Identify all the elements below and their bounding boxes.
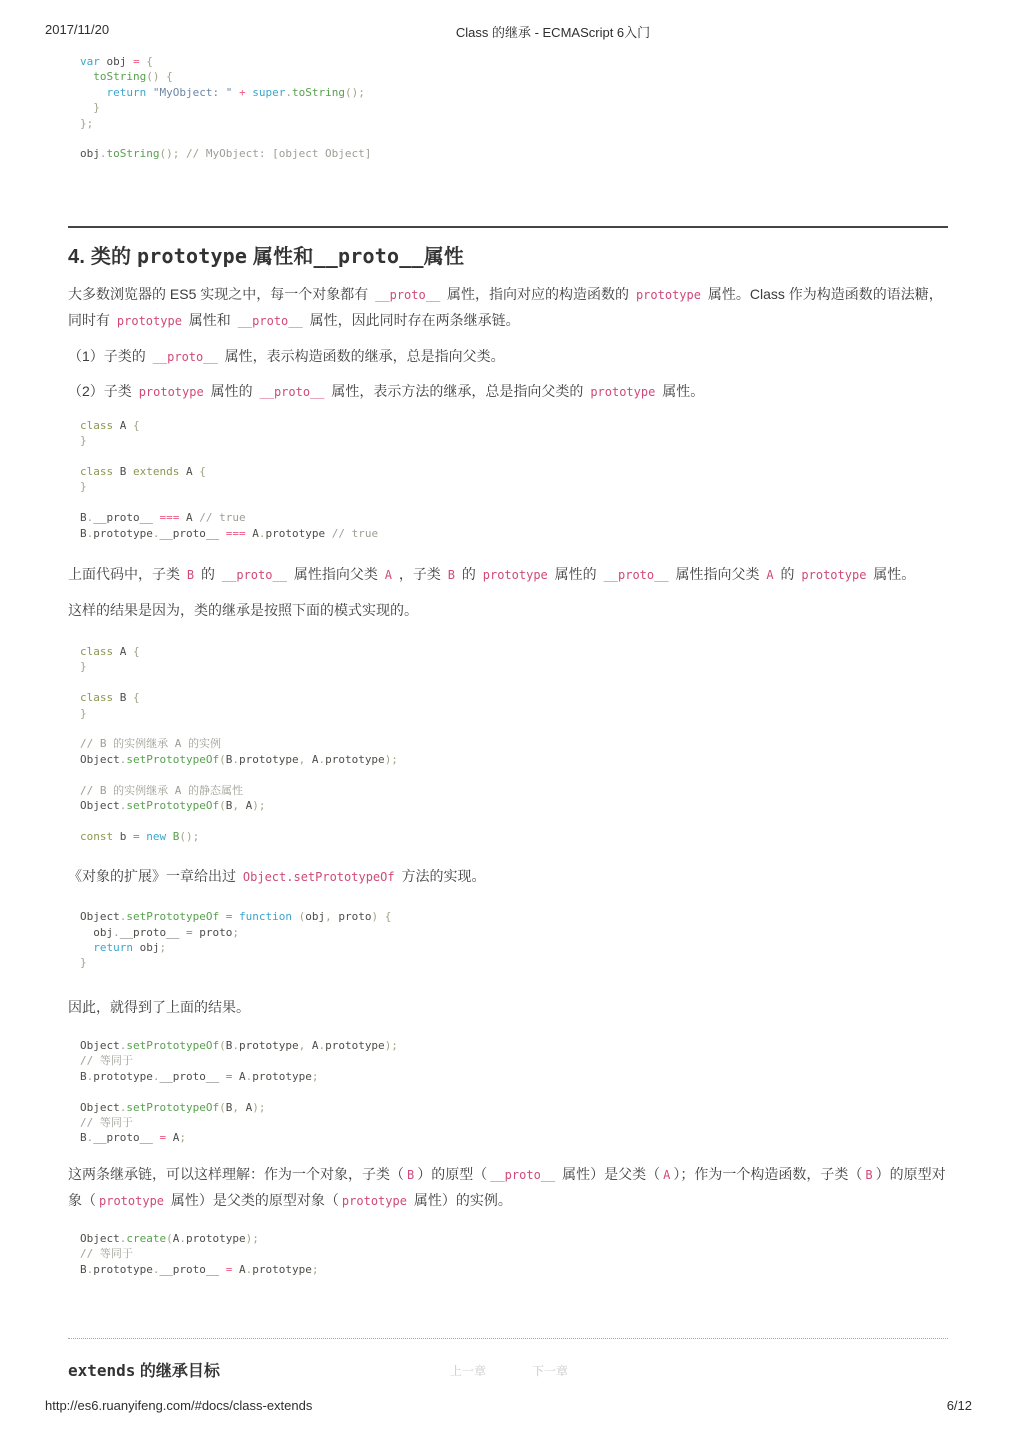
code-token: "MyObject: " — [152, 85, 233, 99]
inline-code: prototype — [341, 1193, 407, 1208]
code-token: ); — [252, 799, 266, 813]
code-line — [80, 1053, 948, 1068]
text-run: 属性，因此同时存在两条继承链。 — [305, 311, 520, 328]
inline-code: Object.setPrototypeOf — [242, 870, 395, 885]
code-token: . — [152, 1262, 160, 1276]
code-comment: // MyObject: [object Object] — [185, 147, 372, 161]
text-run: 方法的实现。 — [397, 868, 486, 885]
text-run: 这样的结果是因为，类的继承是按照下面的模式实现的。 — [68, 602, 418, 619]
code-token: B — [172, 829, 180, 843]
paragraph — [68, 562, 948, 588]
code-token: A — [311, 1038, 319, 1052]
code-token: prototype — [186, 1231, 246, 1245]
code-token: ); — [252, 1100, 266, 1114]
code-token: === — [225, 526, 246, 540]
code-token: ( — [219, 799, 226, 813]
code-line — [80, 464, 948, 479]
code-token: . — [119, 799, 127, 813]
code-block — [68, 418, 948, 541]
code-token: ); — [384, 752, 398, 766]
mono-text: prototype — [137, 243, 248, 268]
inline-code: B — [865, 1167, 873, 1182]
inline-code: prototype — [635, 287, 701, 302]
code-token: } — [80, 660, 87, 674]
code-token: setPrototypeOf — [126, 1038, 220, 1052]
code-line — [80, 433, 948, 448]
code-line — [80, 1038, 948, 1053]
code-token: A — [113, 645, 133, 659]
code-token: Object — [80, 799, 120, 813]
code-line — [80, 659, 948, 674]
code-token: + — [238, 85, 246, 99]
section-heading — [68, 242, 948, 271]
code-comment: // 等同于 — [80, 1054, 133, 1068]
code-token: . — [258, 526, 266, 540]
code-token: super — [252, 85, 286, 99]
text-run: 属性的 — [550, 566, 601, 583]
code-line — [80, 1130, 948, 1145]
code-token: prototype — [325, 1038, 385, 1052]
code-token: A — [179, 465, 200, 479]
code-token: obj — [305, 910, 326, 924]
code-token: __proto__ — [159, 526, 226, 540]
code-token — [292, 910, 299, 923]
code-line — [80, 829, 948, 844]
text-run: 属性）的实例。 — [409, 1191, 512, 1208]
code-token: const — [80, 829, 114, 843]
text-run: 的 — [776, 566, 799, 583]
code-token: A — [232, 1069, 246, 1083]
code-token: . — [245, 1262, 253, 1276]
text-run: 4. 类的 — [68, 245, 137, 268]
code-line — [80, 116, 948, 131]
code-token: class — [80, 645, 114, 659]
code-token: A — [179, 511, 200, 525]
text-run: 上面代码中，子类 — [68, 566, 184, 583]
code-token: proto — [338, 910, 372, 924]
code-token: ; — [179, 1131, 186, 1145]
mono-text: extends — [68, 1360, 136, 1380]
code-token: { — [199, 465, 206, 479]
code-token: B — [80, 526, 87, 540]
code-token: ( — [219, 752, 226, 766]
code-line — [80, 526, 948, 541]
code-token: toString — [106, 147, 160, 161]
code-token: return — [106, 85, 147, 99]
code-token: toString — [291, 85, 345, 99]
code-token — [80, 86, 107, 99]
inline-code: prototype — [138, 384, 204, 399]
paragraph — [68, 1162, 948, 1214]
code-token: . — [119, 1038, 127, 1052]
text-run: 《对象的扩展》一章给出过 — [68, 868, 240, 885]
code-token: prototype — [93, 1069, 153, 1083]
code-token: . — [119, 910, 127, 924]
code-token: . — [318, 1038, 326, 1052]
code-token: = — [185, 925, 193, 939]
code-token: ( — [219, 1038, 226, 1052]
code-line — [80, 69, 948, 84]
footer-url: http://es6.ruanyifeng.com/#docs/class-extends — [45, 1398, 313, 1413]
inline-code: A — [384, 568, 392, 583]
inline-code: B — [407, 1167, 415, 1182]
code-token — [179, 147, 186, 160]
code-token: var — [80, 55, 100, 68]
code-token: ; — [311, 1262, 319, 1276]
text-run: 的继承目标 — [135, 1362, 220, 1380]
text-run: 属性，表示构造函数的继承，总是指向父类。 — [220, 347, 505, 364]
code-token: , — [232, 1100, 246, 1114]
code-token: . — [86, 1262, 94, 1276]
code-token: prototype — [252, 1262, 312, 1276]
code-token: prototype — [252, 1069, 312, 1083]
text-run: ，子类 — [394, 566, 445, 583]
code-token: __proto__ — [159, 1069, 226, 1083]
code-token: = — [225, 1262, 233, 1276]
inline-code: __proto__ — [375, 287, 441, 302]
code-token: (); — [159, 147, 180, 161]
next-chapter-link[interactable]: 下一章 — [532, 1364, 569, 1378]
text-run: 这两条继承链，可以这样理解：作为一个对象，子类（ — [68, 1165, 404, 1182]
code-comment: // true — [199, 511, 246, 525]
code-token: . — [99, 147, 107, 161]
code-block — [68, 1038, 948, 1146]
code-token: . — [179, 1231, 186, 1245]
code-line — [80, 1231, 948, 1246]
text-run: 属性指向父类 — [671, 566, 764, 583]
text-run: ）的原型（ — [417, 1165, 488, 1182]
code-line — [80, 510, 948, 525]
code-token: = — [159, 1131, 167, 1145]
page-number: 6/12 — [946, 1398, 972, 1413]
inline-code: __proto__ — [490, 1167, 556, 1182]
text-run: 的 — [197, 566, 219, 583]
code-token: . — [119, 752, 127, 766]
code-token: obj — [99, 55, 133, 68]
code-token: create — [126, 1231, 167, 1245]
code-token: return — [93, 941, 133, 955]
code-line — [80, 418, 948, 433]
code-token: (); — [344, 85, 365, 99]
code-token: __proto__ — [119, 925, 186, 939]
code-token: prototype — [93, 526, 153, 540]
section-divider — [68, 226, 948, 228]
code-token: B — [225, 1038, 233, 1052]
text-run: 属性。 — [869, 566, 916, 583]
code-line — [80, 798, 948, 813]
code-block — [68, 909, 948, 971]
code-line — [80, 940, 948, 955]
code-token: __proto__ — [93, 511, 160, 525]
code-token: setPrototypeOf — [126, 910, 220, 924]
code-token: . — [285, 85, 292, 99]
code-token: === — [159, 511, 180, 525]
paragraph — [68, 282, 948, 334]
code-token: = — [133, 829, 140, 843]
code-token: Object — [80, 1038, 120, 1052]
code-line — [80, 736, 948, 751]
code-comment: // B 的实例继承 A 的实例 — [80, 737, 221, 751]
code-token: { — [139, 55, 153, 68]
code-token: B — [225, 799, 233, 813]
code-block — [68, 644, 948, 844]
code-token: Object — [80, 910, 120, 924]
code-token: ( — [219, 1100, 226, 1114]
mono-text: __proto__ — [313, 243, 424, 268]
inline-code: A — [766, 568, 774, 583]
code-token: setPrototypeOf — [126, 1100, 220, 1114]
code-token: ) { — [371, 910, 392, 924]
code-token — [219, 910, 226, 923]
code-token: } — [80, 480, 87, 494]
code-line — [80, 146, 948, 161]
code-token: proto — [192, 925, 233, 939]
code-token: function — [238, 910, 292, 924]
code-token — [80, 941, 93, 954]
paragraph — [68, 379, 948, 405]
code-token: } — [80, 956, 87, 970]
code-token: . — [232, 752, 239, 766]
code-token — [232, 86, 239, 99]
paragraph — [68, 344, 948, 370]
code-token: , — [298, 1038, 312, 1052]
text-run: 属性。 — [658, 382, 705, 399]
code-token: obj — [133, 941, 160, 955]
code-comment: // B 的实例继承 A 的静态属性 — [80, 783, 243, 797]
code-line — [80, 706, 948, 721]
text-run: 属性和 — [184, 311, 235, 328]
code-token: setPrototypeOf — [126, 799, 220, 813]
code-line — [80, 495, 948, 510]
code-token: obj — [80, 147, 100, 161]
code-token: A — [172, 1231, 180, 1245]
code-token: ; — [159, 941, 167, 955]
inline-code: prototype — [801, 568, 867, 583]
inline-code: __proto__ — [221, 568, 287, 583]
code-token: B — [80, 1131, 87, 1145]
code-token: Object — [80, 1231, 120, 1245]
code-token: B — [80, 511, 87, 525]
text-run: 属性，表示方法的继承，总是指向父类的 — [327, 382, 588, 399]
prev-chapter-link[interactable]: 上一章 — [449, 1364, 486, 1378]
code-token: . — [152, 526, 160, 540]
inline-code: __proto__ — [603, 568, 669, 583]
code-line — [80, 1246, 948, 1261]
code-token: B — [113, 465, 133, 479]
code-token: . — [232, 1038, 239, 1052]
code-token: ); — [384, 1038, 398, 1052]
paragraph — [68, 995, 948, 1020]
code-token: B — [80, 1069, 87, 1083]
text-run: 属性）是父类的原型对象（ — [167, 1191, 339, 1208]
code-token: Object — [80, 752, 120, 766]
code-token: A — [311, 752, 319, 766]
code-token: A — [245, 799, 253, 813]
code-token — [232, 910, 239, 923]
code-token: toString — [93, 70, 147, 84]
code-comment: // 等同于 — [80, 1115, 133, 1129]
text-run: （2）子类 — [68, 382, 136, 399]
code-token: . — [86, 1131, 94, 1145]
inline-code: prototype — [99, 1193, 165, 1208]
code-token — [146, 86, 153, 99]
code-block — [68, 54, 948, 162]
code-token: ; — [232, 925, 239, 939]
code-token: , — [298, 752, 312, 766]
inline-code: prototype — [590, 384, 656, 399]
code-token: . — [119, 1231, 127, 1245]
code-token: . — [86, 1069, 94, 1083]
code-line — [80, 783, 948, 798]
inline-code: prototype — [116, 313, 182, 328]
code-line — [80, 85, 948, 100]
code-line — [80, 54, 948, 69]
code-token: __proto__ — [159, 1262, 226, 1276]
code-token: . — [245, 1069, 253, 1083]
code-token: B — [113, 691, 133, 705]
code-token: obj — [80, 925, 114, 939]
text-run: （1）子类的 — [68, 347, 150, 364]
code-token: __proto__ — [93, 1131, 160, 1145]
code-token: ( — [298, 910, 306, 924]
text-run: 属性的 — [206, 382, 257, 399]
code-line — [80, 813, 948, 828]
code-line — [80, 675, 948, 690]
text-run: ）的原型对象（ — [68, 1165, 946, 1208]
code-comment: // 等同于 — [80, 1247, 133, 1261]
code-line — [80, 925, 948, 940]
inline-code: B — [186, 568, 195, 583]
code-line — [80, 1115, 948, 1130]
text-run: 属性指向父类 — [289, 566, 382, 583]
inline-code: A — [663, 1167, 671, 1182]
code-block — [68, 1231, 948, 1277]
code-token: A — [166, 1131, 180, 1145]
print-date: 2017/11/20 — [45, 22, 110, 37]
paragraph — [68, 598, 948, 623]
code-token: . — [113, 925, 120, 939]
paragraph — [68, 864, 948, 890]
code-line — [80, 909, 948, 924]
code-token: class — [80, 418, 114, 432]
code-line — [80, 767, 948, 782]
code-line — [80, 1084, 948, 1099]
code-token: setPrototypeOf — [126, 752, 220, 766]
code-token: new — [146, 829, 167, 843]
code-token: prototype — [238, 1038, 299, 1052]
chapter-nav — [0, 1362, 1018, 1379]
section-divider-dotted — [68, 1338, 948, 1339]
code-token: B — [80, 1262, 87, 1276]
code-token: . — [119, 1100, 127, 1114]
code-token: } — [80, 101, 100, 115]
code-line — [80, 690, 948, 705]
code-comment: // true — [331, 526, 379, 540]
text-run: 属性 — [423, 245, 465, 268]
text-run: 属性）是父类（ — [558, 1165, 661, 1182]
code-token: prototype — [265, 526, 332, 540]
code-token: . — [318, 752, 326, 766]
code-token: { — [133, 418, 140, 432]
text-run: 因此，就得到了上面的结果。 — [68, 998, 250, 1015]
code-token: extends — [133, 465, 180, 479]
code-token: }; — [80, 116, 94, 130]
code-token: ; — [311, 1069, 319, 1083]
code-token — [80, 70, 93, 83]
code-token: . — [86, 526, 94, 540]
code-token: } — [80, 434, 87, 448]
code-token: b — [113, 829, 133, 843]
text-run: 大多数浏览器的 ES5 实现之中，每一个对象都有 — [68, 285, 373, 302]
code-token: prototype — [325, 752, 385, 766]
code-line — [80, 449, 948, 464]
code-token: , — [325, 910, 339, 924]
page-title: Class 的继承 - ECMAScript 6入门 — [455, 25, 651, 40]
print-footer — [45, 1398, 972, 1413]
inline-code: prototype — [482, 568, 548, 583]
code-token: A — [245, 1100, 253, 1114]
code-token: . — [152, 1069, 160, 1083]
code-line — [80, 721, 948, 736]
code-token: { — [133, 645, 140, 659]
code-token: B — [225, 752, 233, 766]
code-line — [80, 644, 948, 659]
code-token: prototype — [238, 752, 299, 766]
code-token: B — [225, 1100, 233, 1114]
code-line — [80, 955, 948, 970]
code-line — [80, 1262, 948, 1277]
inline-code: __proto__ — [237, 313, 303, 328]
code-line — [80, 100, 948, 115]
code-token: = — [133, 55, 140, 68]
code-token: } — [80, 706, 87, 720]
code-token: { — [133, 691, 140, 705]
code-line — [80, 479, 948, 494]
code-token: . — [86, 511, 94, 525]
code-token: ( — [166, 1231, 173, 1245]
inline-code: B — [447, 568, 455, 583]
text-run: ）；作为一个构造函数，子类（ — [673, 1165, 863, 1182]
code-token: = — [225, 910, 233, 924]
text-run: 属性和 — [247, 245, 314, 268]
code-token: ); — [245, 1231, 259, 1245]
code-token: A — [113, 418, 133, 432]
code-token: , — [232, 799, 246, 813]
inline-code: __proto__ — [152, 349, 218, 364]
inline-code: __proto__ — [259, 384, 325, 399]
text-run: 属性，指向对应的构造函数的 — [443, 285, 633, 302]
code-line — [80, 752, 948, 767]
code-token: A — [232, 1262, 246, 1276]
code-line — [80, 1100, 948, 1115]
code-token: (); — [179, 829, 200, 843]
text-run: 的 — [457, 566, 480, 583]
code-line — [80, 131, 948, 146]
text-run: 属性。Class 作为构造函数的语法糖，同时有 — [68, 285, 943, 328]
code-line — [80, 1069, 948, 1084]
code-token — [166, 830, 173, 843]
code-token: Object — [80, 1100, 120, 1114]
code-token: class — [80, 465, 114, 479]
code-token: prototype — [93, 1262, 153, 1276]
code-token: () { — [146, 70, 173, 84]
code-token: = — [225, 1069, 233, 1083]
code-token: class — [80, 691, 114, 705]
code-token: A — [245, 526, 259, 540]
